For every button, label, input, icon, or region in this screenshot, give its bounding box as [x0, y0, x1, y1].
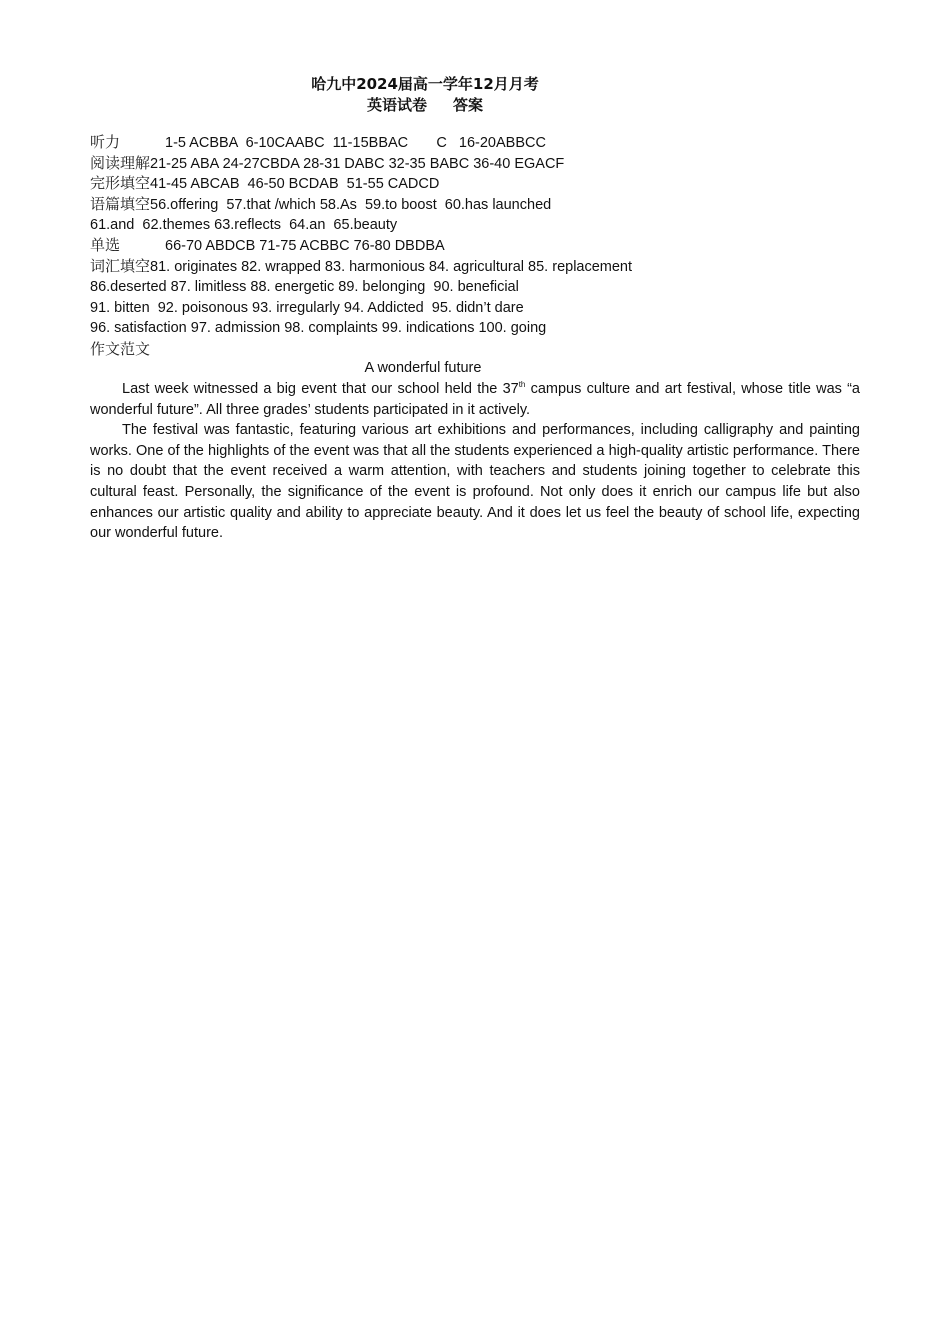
vocabulary-answers-4: 96. satisfaction 97. admission 98. complaints 99. indications 100. going	[90, 320, 547, 337]
grammar-fill-answers-2: 61.and 62.themes 63.reflects 64.an 65.beauty	[90, 216, 398, 233]
cloze-label: 完形填空	[90, 174, 151, 193]
essay-p1-text-a: Last week witnessed a big event that our school held the 37	[122, 381, 519, 397]
vocabulary-label: 词汇填空	[90, 257, 151, 276]
reading-answers: 21-25 ABA 24-27CBDA 28-31 DABC 32-35 BABC 36-40 EGACF	[150, 155, 565, 172]
exam-title: 哈九中2024届高一学年12月月考	[311, 75, 539, 93]
vocabulary-row-2	[90, 277, 870, 298]
grammar-fill-answers-1: 56.offering 57.that /which 58.As 59.to boost 60.has launched	[150, 197, 552, 214]
grammar-fill-label: 语篇填空	[90, 195, 151, 214]
listening-label: 听力	[90, 133, 121, 151]
essay-title: A wonderful future	[364, 360, 482, 376]
cloze-answers: 41-45 ABCAB 46-50 BCDAB 51-55 CADCD	[150, 176, 440, 193]
reading-row	[90, 153, 870, 174]
ordinal-suffix: th	[518, 380, 526, 389]
composition-row	[90, 339, 870, 360]
single-choice-label: 单选	[90, 236, 121, 255]
vocabulary-answers-3: 91. bitten 92. poisonous 93. irregularly 94. Addicted 95. didn’t dare	[90, 299, 524, 316]
answer-key	[90, 132, 870, 360]
listening-answers: 1-5 ACBBA 6-10CAABC 11-15BBAC C 16-20ABBCC	[165, 135, 546, 151]
vocabulary-row	[90, 256, 870, 277]
model-essay	[90, 379, 860, 544]
answer-label: 答案	[453, 96, 484, 114]
vocabulary-row-4	[90, 318, 870, 339]
vocabulary-row-3	[90, 298, 870, 319]
cloze-row	[90, 173, 870, 194]
essay-paragraph-1	[90, 379, 860, 420]
exam-subtitle	[0, 95, 900, 115]
essay-p1-text-b: campus culture and art festival, whose title was “a wonderful future”. All three grades’ students participated in it actively.	[90, 381, 860, 418]
essay-paragraph-2: The festival was fantastic, featuring various art exhibitions and performances, including calligraphy and painting works. One of the highlights of the event was that all the students experienced a high-quality artistic performance. There is no doubt that the event received a warm attention, with teachers and students joining together to celebrate this cultural feast. Personally, the significance of the event is profound. Not only does it enrich our campus life but also enhances our artistic quality and ability to appreciate beauty. And it does let us feel the beauty of school life, expecting our wonderful future.	[90, 422, 860, 542]
single-choice-row	[90, 235, 870, 256]
reading-label: 阅读理解	[90, 153, 151, 172]
grammar-fill-row	[90, 194, 870, 215]
single-choice-answers: 66-70 ABDCB 71-75 ACBBC 76-80 DBDBA	[165, 238, 445, 255]
listening-row	[90, 132, 870, 153]
vocabulary-answers-1: 81. originates 82. wrapped 83. harmonious 84. agricultural 85. replacement	[150, 259, 633, 276]
vocabulary-answers-2: 86.deserted 87. limitless 88. energetic 89. belonging 90. beneficial	[90, 278, 519, 295]
subject-label: 英语试卷	[366, 96, 427, 114]
composition-label: 作文范文	[90, 339, 151, 358]
grammar-fill-row-2	[90, 215, 870, 236]
